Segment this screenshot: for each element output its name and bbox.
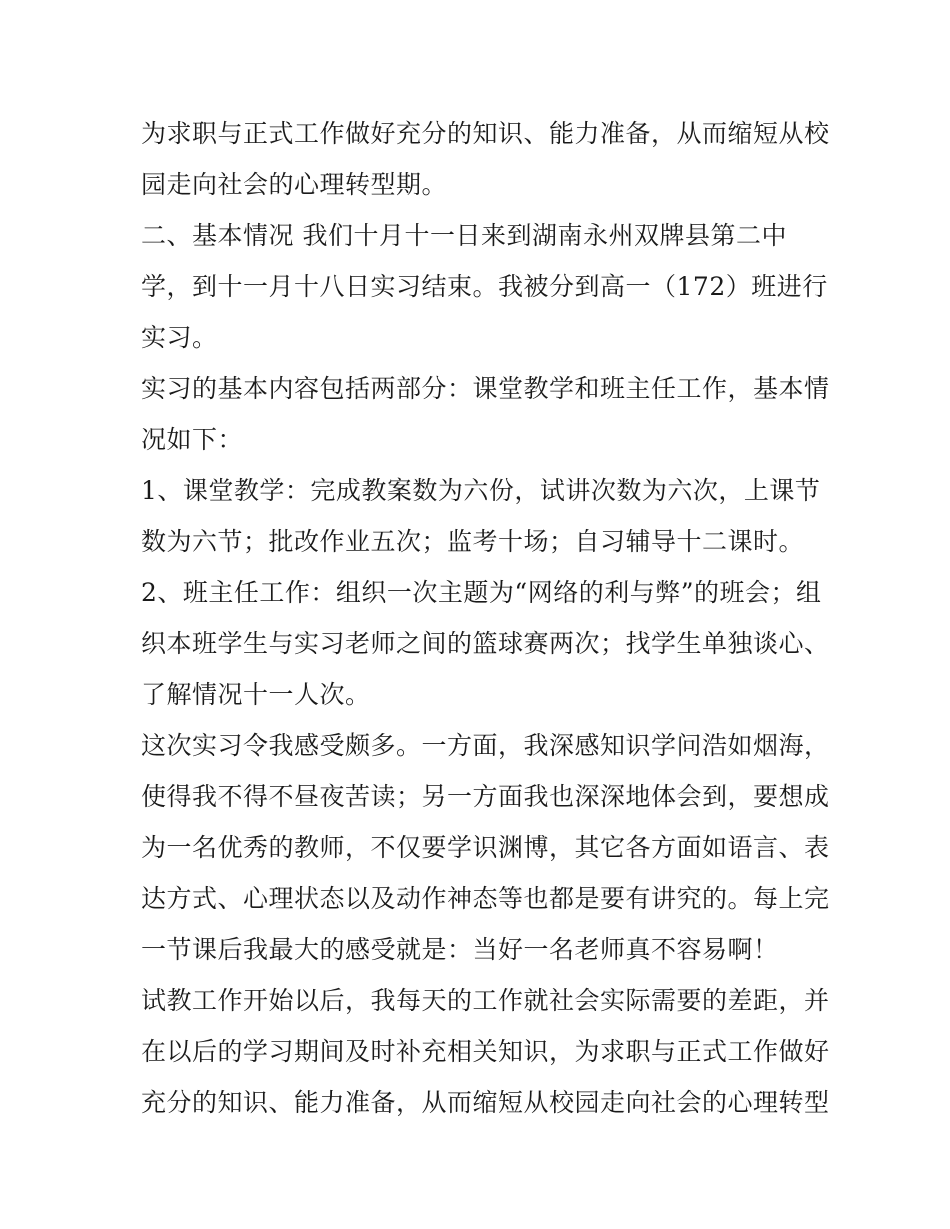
- text-line: 1、课堂教学：完成教案数为六份，试讲次数为六次，上课节: [141, 476, 821, 505]
- text-line: 充分的知识、能力准备，从而缩短从校园走向社会的心理转型: [141, 1088, 830, 1117]
- text-line: 试教工作开始以后，我每天的工作就社会实际需要的差距，并: [141, 986, 830, 1015]
- text-line: 达方式、心理状态以及动作神态等也都是要有讲究的。每上完: [141, 884, 830, 913]
- text-line: 织本班学生与实习老师之间的篮球赛两次；找学生单独谈心、: [141, 629, 830, 658]
- text-line: 学，到十一月十八日实习结束。我被分到高一（172）班进行: [141, 272, 828, 301]
- text-line: 在以后的学习期间及时补充相关知识，为求职与正式工作做好: [141, 1037, 830, 1066]
- text-line: 这次实习令我感受颇多。一方面，我深感知识学问浩如烟海，: [141, 731, 830, 760]
- text-line: 为一名优秀的教师，不仅要学识渊博，其它各方面如语言、表: [141, 833, 830, 862]
- text-line: 一节课后我最大的感受就是：当好一名老师真不容易啊！: [141, 935, 779, 964]
- text-line: 2、班主任工作：组织一次主题为“网络的利与弊”的班会；组: [141, 578, 822, 607]
- text-line: 实习的基本内容包括两部分：课堂教学和班主任工作，基本情: [141, 374, 830, 403]
- document-body: [141, 108, 830, 1128]
- text-line: 了解情况十一人次。: [141, 680, 371, 709]
- text-line: 使得我不得不昼夜苦读；另一方面我也深深地体会到，要想成: [141, 782, 830, 811]
- text-line: 况如下：: [141, 425, 244, 454]
- text-line: 二、基本情况 我们十月十一日来到湖南永州双牌县第二中: [141, 221, 787, 250]
- text-line: 实习。: [141, 323, 218, 352]
- text-line: 园走向社会的心理转型期。: [141, 170, 448, 199]
- text-line: 数为六节；批改作业五次；监考十场；自习辅导十二课时。: [141, 527, 805, 556]
- text-line: 为求职与正式工作做好充分的知识、能力准备，从而缩短从校: [141, 119, 830, 148]
